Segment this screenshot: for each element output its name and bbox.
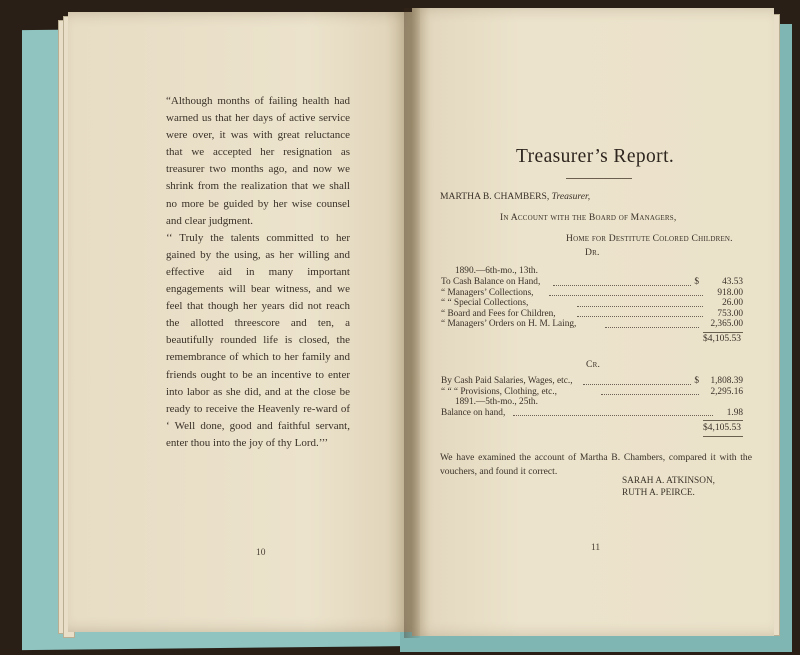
- cr-ledger: [441, 376, 743, 418]
- ledger-amount: 1,808.39: [710, 376, 743, 386]
- memorial-quote: [166, 93, 350, 452]
- ledger-row: [441, 277, 743, 288]
- ledger-row: [441, 376, 743, 387]
- leader-dots: [577, 316, 703, 317]
- dr-total-rule: [703, 332, 743, 333]
- ledger-amount: 26.00: [722, 298, 743, 309]
- leader-dots: [583, 384, 691, 385]
- home-line: Home for Destitute Colored Children.: [566, 233, 733, 244]
- ledger-amount: 753.00: [717, 308, 743, 319]
- ledger-label: “ Managers’ Collections,: [441, 287, 534, 298]
- ledger-row: [441, 387, 743, 398]
- leader-dots: [513, 415, 713, 416]
- ledger-currency: $: [694, 277, 699, 287]
- ledger-label: 1891.—5th-mo., 25th.: [455, 397, 538, 408]
- page-number-right: 11: [591, 543, 601, 553]
- cr-total-rule: [703, 420, 743, 421]
- signatory-2: RUTH A. PEIRCE.: [622, 488, 695, 498]
- ledger-amount: 2,365.00: [710, 319, 743, 330]
- cr-total-underline: [703, 436, 743, 437]
- treasurer-role: Treasurer,: [551, 191, 591, 202]
- dr-total: $4,105.53: [703, 334, 741, 344]
- audit-certification: We have examined the account of Martha B. Chambers, compared it with the vouchers, and found it correct.: [440, 452, 752, 477]
- ledger-label: Balance on hand,: [441, 407, 506, 418]
- ledger-label: “ Managers’ Orders on H. M. Laing,: [441, 319, 577, 330]
- cr-total: $4,105.53: [703, 423, 741, 433]
- ledger-row: [441, 298, 743, 309]
- account-line: In Account with the Board of Managers,: [500, 212, 677, 223]
- page-number-left: 10: [256, 548, 266, 558]
- leader-dots: [605, 327, 699, 328]
- quote-paragraph-1: “Although months of failing health had warned us that her days of active service were over, it was with great reluctance that we accepted her resignation as treasurer two months ago, and now we shrink from the realization that we shall no more be guided by her wise counsel and clear judgment.: [166, 95, 350, 227]
- ledger-row: [441, 408, 743, 419]
- dr-date: 1890.—6th-mo., 13th.: [455, 266, 538, 276]
- book-gutter: [404, 8, 420, 638]
- title-rule: [566, 178, 632, 179]
- ledger-label: “ “ Special Collections,: [441, 298, 529, 309]
- ledger-label: By Cash Paid Salaries, Wages, etc.,: [441, 376, 573, 386]
- leader-dots: [553, 285, 691, 286]
- ledger-row: [441, 288, 743, 299]
- leader-dots: [601, 394, 699, 395]
- dr-ledger: [441, 277, 743, 330]
- leader-dots: [549, 295, 703, 296]
- ledger-amount: 2,295.16: [710, 386, 743, 397]
- ledger-label: “ “ “ Provisions, Clothing, etc.,: [441, 386, 557, 397]
- leader-dots: [577, 306, 703, 307]
- quote-paragraph-2: ‘‘ Truly the talents committed to her gained by the using, as her willing and effective aid in many important engagements will bear witness, and we feel that though her years did not reach the allotted threescore and ten, a beautifully rounded life is closed, the remembrance of which to her family and friends ought to be an incentive to enter into labor as she did, and at the close be ready to receive the Heavenly re-ward of ‘ Well done, good and faithful servant, enter thou into the joy of thy Lord.’’’: [166, 231, 350, 449]
- signatory-1: SARAH A. ATKINSON,: [622, 476, 715, 486]
- ledger-label: To Cash Balance on Hand,: [441, 277, 541, 287]
- cr-heading: Cr.: [586, 359, 601, 370]
- ledger-row: [441, 309, 743, 320]
- ledger-row: [441, 319, 743, 330]
- ledger-amount: 43.53: [722, 277, 743, 287]
- treasurer-line: [440, 191, 590, 202]
- ledger-currency: $: [694, 376, 699, 386]
- report-title: Treasurer’s Report.: [516, 146, 675, 167]
- treasurer-name: MARTHA B. CHAMBERS,: [440, 191, 550, 202]
- ledger-amount: 1.98: [726, 407, 743, 418]
- ledger-row: [441, 397, 743, 408]
- dr-heading: Dr.: [585, 247, 600, 258]
- ledger-amount: 918.00: [717, 287, 743, 298]
- ledger-label: “ Board and Fees for Children,: [441, 308, 556, 319]
